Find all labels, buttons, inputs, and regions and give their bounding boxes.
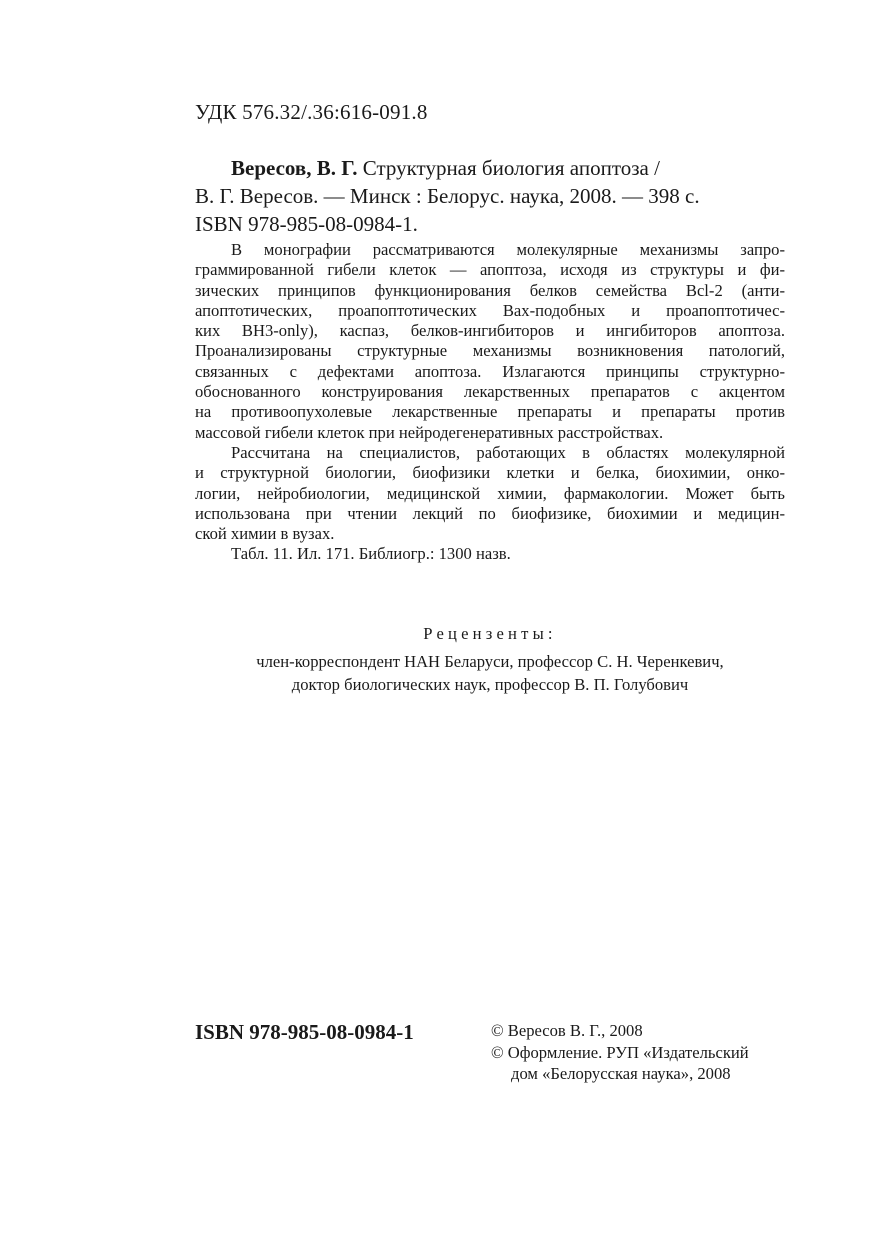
annotation-line: зических принципов функционирования белков семейства Bcl-2 (анти-	[195, 280, 785, 300]
bibliographic-line-1	[195, 154, 785, 182]
annotation-line: граммированной гибели клеток — апоптоза, исходя из структуры и фи-	[195, 260, 785, 280]
annotation-line: и структурной биологии, биофизики клетки и белка, биохимии, онко-	[195, 463, 785, 483]
annotation-line: ской химии в вузах.	[195, 524, 335, 544]
reviewers-heading: Рецензенты:	[423, 624, 557, 643]
bibliographic-record	[195, 154, 785, 238]
udk-code: УДК 576.32/.36:616-091.8	[195, 100, 428, 124]
annotation-line: логии, нейробиологии, медицинской химии, фармакологии. Может быть	[195, 483, 785, 503]
annotation-line: Рассчитана на специалистов, работающих в областях молекулярной	[231, 442, 785, 462]
book-title: Структурная биология апоптоза /	[362, 156, 660, 180]
reviewer-name: доктор биологических наук, профессор В. П. Голубович	[291, 675, 689, 694]
bibliographic-line-3: ISBN 978-985-08-0984-1.	[195, 212, 418, 236]
annotation-line: Табл. 11. Ил. 171. Библиогр.: 1300 назв.	[231, 544, 511, 564]
copyright-line: © Оформление. РУП «Издательский	[491, 1042, 749, 1062]
annotation-line: на противоопухолевые лекарственные препараты и препараты против	[195, 402, 785, 422]
annotation-line: Проанализированы структурные механизмы возникновения патологий,	[195, 341, 785, 361]
annotation-line: связанных с дефектами апоптоза. Излагаются принципы структурно-	[195, 361, 785, 381]
author-name: Вересов, В. Г.	[231, 156, 358, 180]
reviewers-section	[195, 622, 785, 696]
annotation-line: использована при чтении лекций по биофизике, биохимии и медицин-	[195, 503, 785, 523]
annotation-line: обоснованного конструирования лекарственных препаратов с акцентом	[195, 382, 785, 402]
copyright-line: дом «Белорусская наука», 2008	[511, 1064, 731, 1083]
annotation-line: ких BH3-only), каспаз, белков-ингибиторов и ингибиторов апоптоза.	[195, 321, 785, 341]
reviewer-name: член-корреспондент НАН Беларуси, профессор С. Н. Черенкевич,	[256, 652, 724, 671]
copyright-line: © Вересов В. Г., 2008	[491, 1021, 643, 1040]
copyright-block	[491, 1020, 791, 1085]
isbn-number: ISBN 978-985-08-0984-1	[195, 1020, 414, 1044]
bibliographic-line-2: В. Г. Вересов. — Минск : Белорус. наука, 2008. — 398 с.	[195, 184, 700, 208]
annotation-line: массовой гибели клеток при нейродегенеративных расстройствах.	[195, 422, 664, 442]
annotation-line: апоптотических, проапоптотических Bax-подобных и проапоптотичес-	[195, 300, 785, 320]
annotation	[195, 240, 785, 565]
annotation-line: В монографии рассматриваются молекулярные механизмы запро-	[231, 240, 785, 259]
